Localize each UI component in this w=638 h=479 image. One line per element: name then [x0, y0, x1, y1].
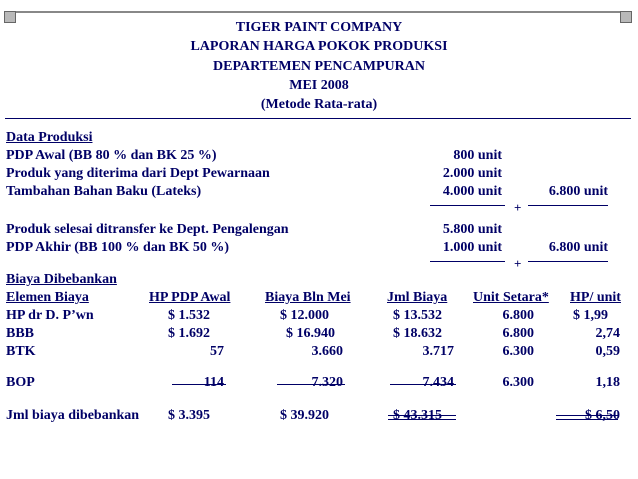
- cost-element: BBB: [6, 326, 35, 341]
- department-name: DEPARTEMEN PENCAMPURAN: [213, 59, 425, 74]
- production-label: Produk yang diterima dari Dept Pewarnaan: [6, 166, 270, 181]
- cost-cell: 6.800: [502, 308, 534, 323]
- cost-cell: $ 18.632: [393, 326, 442, 341]
- sum-rule: [528, 205, 608, 206]
- cost-cell: 6.300: [502, 344, 534, 359]
- cost-cell: $ 1,99: [573, 308, 608, 323]
- production-label: PDP Awal (BB 80 % dan BK 25 %): [6, 148, 217, 163]
- cost-cell: 0,59: [595, 344, 620, 359]
- production-label: Produk selesai ditransfer ke Dept. Pengalengan: [6, 222, 289, 237]
- column-header: Biaya Bln Mei: [265, 290, 351, 305]
- production-label: Tambahan Bahan Baku (Lateks): [6, 184, 202, 199]
- cost-element: BOP: [6, 375, 35, 390]
- production-label: PDP Akhir (BB 100 % dan BK 50 %): [6, 240, 230, 255]
- column-header: Elemen Biaya: [6, 290, 89, 305]
- cost-cell: 3.660: [311, 344, 343, 359]
- report-period: MEI 2008: [289, 78, 349, 93]
- costs-heading: Biaya Dibebankan: [6, 272, 117, 287]
- cost-element: HP dr D. P’wn: [6, 308, 94, 323]
- cost-cell: 114: [203, 375, 224, 390]
- production-total: 6.800 unit: [548, 240, 608, 255]
- company-name: TIGER PAINT COMPANY: [235, 20, 403, 35]
- total-double-rule: [556, 415, 618, 420]
- sum-rule: [430, 205, 505, 206]
- costing-method: (Metode Rata-rata): [260, 97, 378, 112]
- right-square-ornament: [620, 11, 632, 23]
- cost-cell: 6.300: [502, 375, 534, 390]
- column-header: Jml Biaya: [387, 290, 448, 305]
- top-rule: [10, 11, 628, 13]
- cost-cell: 7.320: [311, 375, 343, 390]
- total-cell: $ 6,50: [585, 408, 620, 423]
- column-header: HP/ unit: [570, 290, 621, 305]
- cost-cell: 3.717: [422, 344, 454, 359]
- subtotal-rule: [172, 384, 226, 385]
- total-cell: $ 43.315: [393, 408, 442, 423]
- cost-element: BTK: [6, 344, 36, 359]
- cost-cell: $ 12.000: [280, 308, 329, 323]
- subtotal-rule: [390, 384, 456, 385]
- plus-sign: +: [514, 200, 522, 215]
- total-double-rule: [388, 415, 456, 420]
- cost-cell: 1,18: [595, 375, 620, 390]
- total-cell: $ 3.395: [168, 408, 210, 423]
- cost-cell: $ 16.940: [286, 326, 335, 341]
- cost-cell: 6.800: [502, 326, 534, 341]
- section-divider: [5, 118, 631, 119]
- left-square-ornament: [4, 11, 16, 23]
- total-cell: $ 39.920: [280, 408, 329, 423]
- sum-rule: [528, 261, 608, 262]
- cost-cell: 57: [210, 344, 224, 359]
- plus-sign: +: [514, 256, 522, 271]
- production-total: 6.800 unit: [548, 184, 608, 199]
- production-qty: 5.800 unit: [442, 222, 502, 237]
- column-header: HP PDP Awal: [149, 290, 231, 305]
- cost-cell: 2,74: [595, 326, 620, 341]
- total-label: Jml biaya dibebankan: [6, 408, 140, 423]
- cost-cell: $ 1.692: [168, 326, 210, 341]
- production-heading: Data Produksi: [6, 130, 93, 145]
- report-title: LAPORAN HARGA POKOK PRODUKSI: [190, 39, 448, 54]
- production-qty: 1.000 unit: [442, 240, 502, 255]
- cost-cell: $ 13.532: [393, 308, 442, 323]
- cost-cell: 7.434: [422, 375, 454, 390]
- column-header: Unit Setara*: [473, 290, 549, 305]
- cost-cell: $ 1.532: [168, 308, 210, 323]
- production-qty: 2.000 unit: [442, 166, 502, 181]
- subtotal-rule: [277, 384, 345, 385]
- sum-rule: [430, 261, 505, 262]
- production-qty: 800 unit: [453, 148, 502, 163]
- production-qty: 4.000 unit: [442, 184, 502, 199]
